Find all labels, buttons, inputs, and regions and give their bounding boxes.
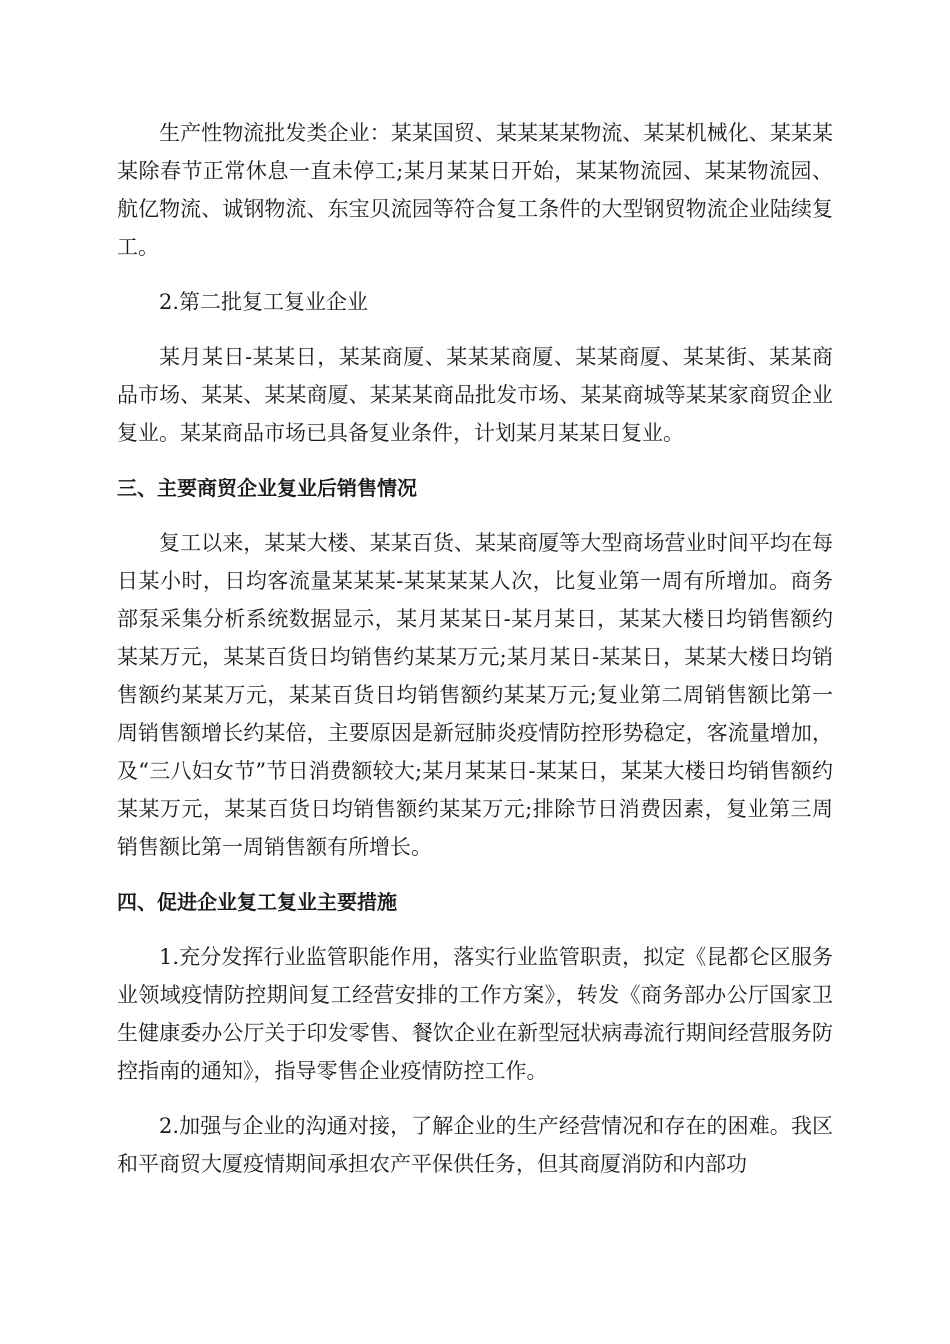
paragraph-measure-1: 1.充分发挥行业监管职能作用，落实行业监管职责，拟定《昆都仑区服务业领域疫情防控期间复工经营安排的工作方案》，转发《商务部办公厅国家卫生健康委办公厅关于印发零售、餐饮企业在新型冠状病毒流行期间经营服务防控指南的通知》，指导零售企业疫情防控工作。 xyxy=(117,945,833,1083)
paragraph-logistics-wholesale: 生产性物流批发类企业：某某国贸、某某某某物流、某某机械化、某某某某除春节正常休息一直未停工;某月某某日开始，某某物流园、某某物流园、航亿物流、诚钢物流、东宝贝流园等符合复工条件的大型钢贸物流企业陆续复工。 xyxy=(117,121,833,259)
document-body xyxy=(117,114,833,1183)
section-heading-4: 四、促进企业复工复业主要措施 xyxy=(117,890,397,914)
section-heading-3: 三、主要商贸企业复业后销售情况 xyxy=(117,476,417,500)
subheading-second-batch: 2.第二批复工复业企业 xyxy=(159,290,369,314)
paragraph-measure-2: 2.加强与企业的沟通对接，了解企业的生产经营情况和存在的困难。我区和平商贸大厦疫情期间承担农产平保供任务，但其商厦消防和内部功 xyxy=(117,1114,833,1176)
paragraph-sales: 复工以来，某某大楼、某某百货、某某商厦等大型商场营业时间平均在每日某小时，日均客流量某某某-某某某某人次，比复业第一周有所增加。商务部泵采集分析系统数据显示，某月某某日-某月某日，某某大楼日均销售额约某某万元，某某百货日均销售约某某万元;某月某日-某某日，某某大楼日均销售额约某某万元，某某百货日均销售额约某某万元;复业第二周销售额比第一周销售额增长约某倍，主要原因是新冠肺炎疫情防控形势稳定，客流量增加，及“三八妇女节”节日消费额较大;某月某某日-某某日，某某大楼日均销售额约某某万元，某某百货日均销售额约某某万元;排除节日消费因素，复业第三周销售额比第一周销售额有所增长。 xyxy=(117,531,833,859)
paragraph-second-batch: 某月某日-某某日，某某商厦、某某某商厦、某某商厦、某某街、某某商品市场、某某、某某商厦、某某某商品批发市场、某某商城等某某家商贸企业复业。某某商品市场已具备复业条件，计划某月某某日复业。 xyxy=(117,345,833,445)
